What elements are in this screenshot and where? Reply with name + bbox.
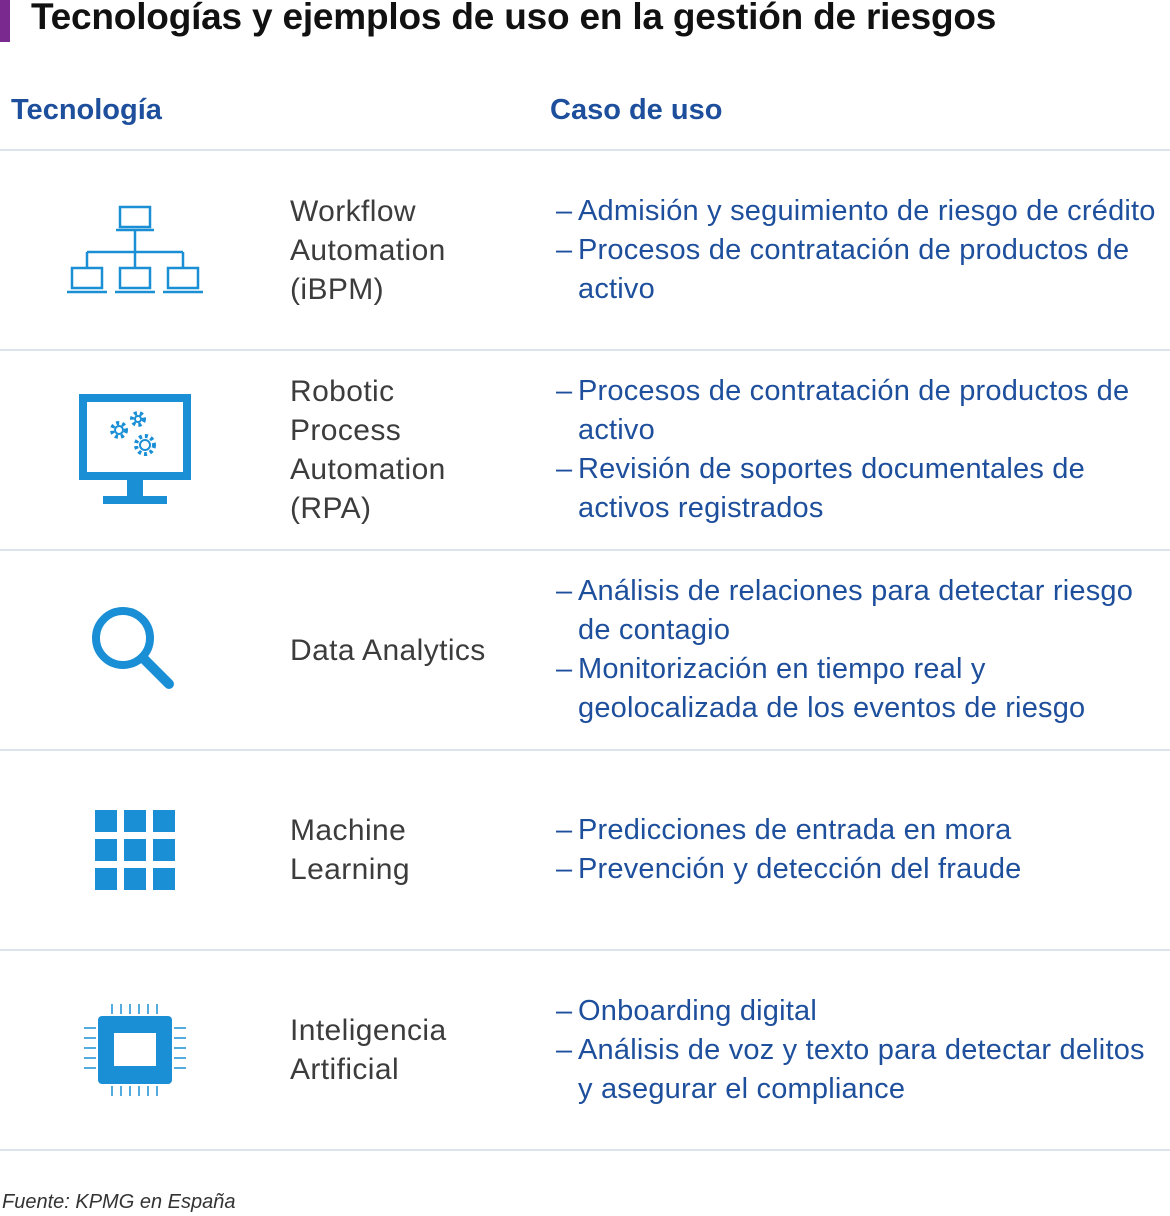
source-note: Fuente: KPMG en España: [2, 1191, 236, 1213]
dash: –: [556, 194, 573, 227]
technology-name-line: Machine: [290, 814, 407, 847]
use-case-list: [556, 150, 1166, 350]
title-accent-bar: [0, 0, 10, 42]
use-case-text: Predicciones de entrada en mora: [578, 814, 1012, 846]
use-case-item: [556, 231, 1166, 309]
page-title: Tecnologías y ejemplos de uso en la gestión de riesgos: [31, 0, 997, 37]
table-row: [0, 950, 1170, 1150]
chip-icon: [80, 1000, 190, 1100]
use-case-text: Monitorización en tiempo real y geolocalizada de los eventos de riesgo: [578, 653, 1086, 724]
use-case-list: [556, 550, 1166, 750]
column-header-use-case: Caso de uso: [550, 94, 723, 126]
grid-icon: [93, 808, 177, 892]
use-case-item: [556, 992, 1166, 1031]
table-row: [0, 150, 1170, 350]
technology-name: [290, 950, 540, 1150]
technology-name: [290, 750, 540, 950]
monitor-gears-icon: [75, 390, 195, 510]
use-case-text: Análisis de relaciones para detectar riesgo de contagio: [578, 575, 1134, 646]
divider: [0, 1149, 1170, 1151]
magnifier-icon: [85, 600, 185, 700]
use-case-list: [556, 750, 1166, 950]
use-case-item: [556, 850, 1166, 889]
table-row: [0, 550, 1170, 750]
dash: –: [556, 453, 573, 485]
use-case-item: [556, 1031, 1166, 1109]
technology-name-line: Automation: [290, 233, 446, 267]
use-case-text: Admisión y seguimiento de riesgo de crédito: [578, 194, 1156, 227]
technology-name-line: (RPA): [290, 492, 372, 525]
use-case-item: [556, 192, 1166, 231]
dash: –: [556, 1033, 573, 1066]
use-case-list: [556, 350, 1166, 550]
technology-name-line: (iBPM): [290, 272, 385, 306]
technology-name-line: Learning: [290, 853, 410, 886]
dash: –: [556, 853, 573, 885]
use-case-item: [556, 650, 1166, 728]
technology-name-line: Artificial: [290, 1053, 400, 1086]
technology-name: [290, 350, 540, 550]
use-case-item: [556, 572, 1166, 650]
use-case-list: [556, 950, 1166, 1150]
use-case-item: [556, 811, 1166, 850]
use-case-text: Procesos de contratación de productos de activo: [578, 233, 1130, 305]
technology-name-line: Data Analytics: [290, 633, 486, 667]
use-case-text: Análisis de voz y texto para detectar delitos y asegurar el compliance: [578, 1033, 1145, 1105]
table-row: [0, 750, 1170, 950]
technology-name-line: Workflow: [290, 194, 416, 228]
use-case-item: [556, 450, 1166, 528]
use-case-item: [556, 372, 1166, 450]
use-case-text: Prevención y detección del fraude: [578, 853, 1022, 885]
dash: –: [556, 575, 573, 607]
use-case-text: Onboarding digital: [578, 994, 817, 1027]
dash: –: [556, 233, 573, 266]
dash: –: [556, 814, 573, 846]
network-icon: [65, 200, 205, 300]
use-case-text: Procesos de contratación de productos de activo: [578, 375, 1130, 446]
dash: –: [556, 375, 573, 407]
technology-name-line: Automation: [290, 453, 446, 486]
column-header-technology: Tecnología: [11, 94, 162, 126]
technology-name-line: Process: [290, 414, 402, 447]
use-case-text: Revisión de soportes documentales de activos registrados: [578, 453, 1085, 524]
title-block: [0, 0, 1170, 44]
technology-name: [290, 550, 540, 750]
table-row: [0, 350, 1170, 550]
technology-name-line: Inteligencia: [290, 1014, 447, 1047]
technology-name-line: Robotic: [290, 375, 395, 408]
dash: –: [556, 994, 573, 1027]
dash: –: [556, 653, 573, 685]
technology-name: [290, 150, 540, 350]
